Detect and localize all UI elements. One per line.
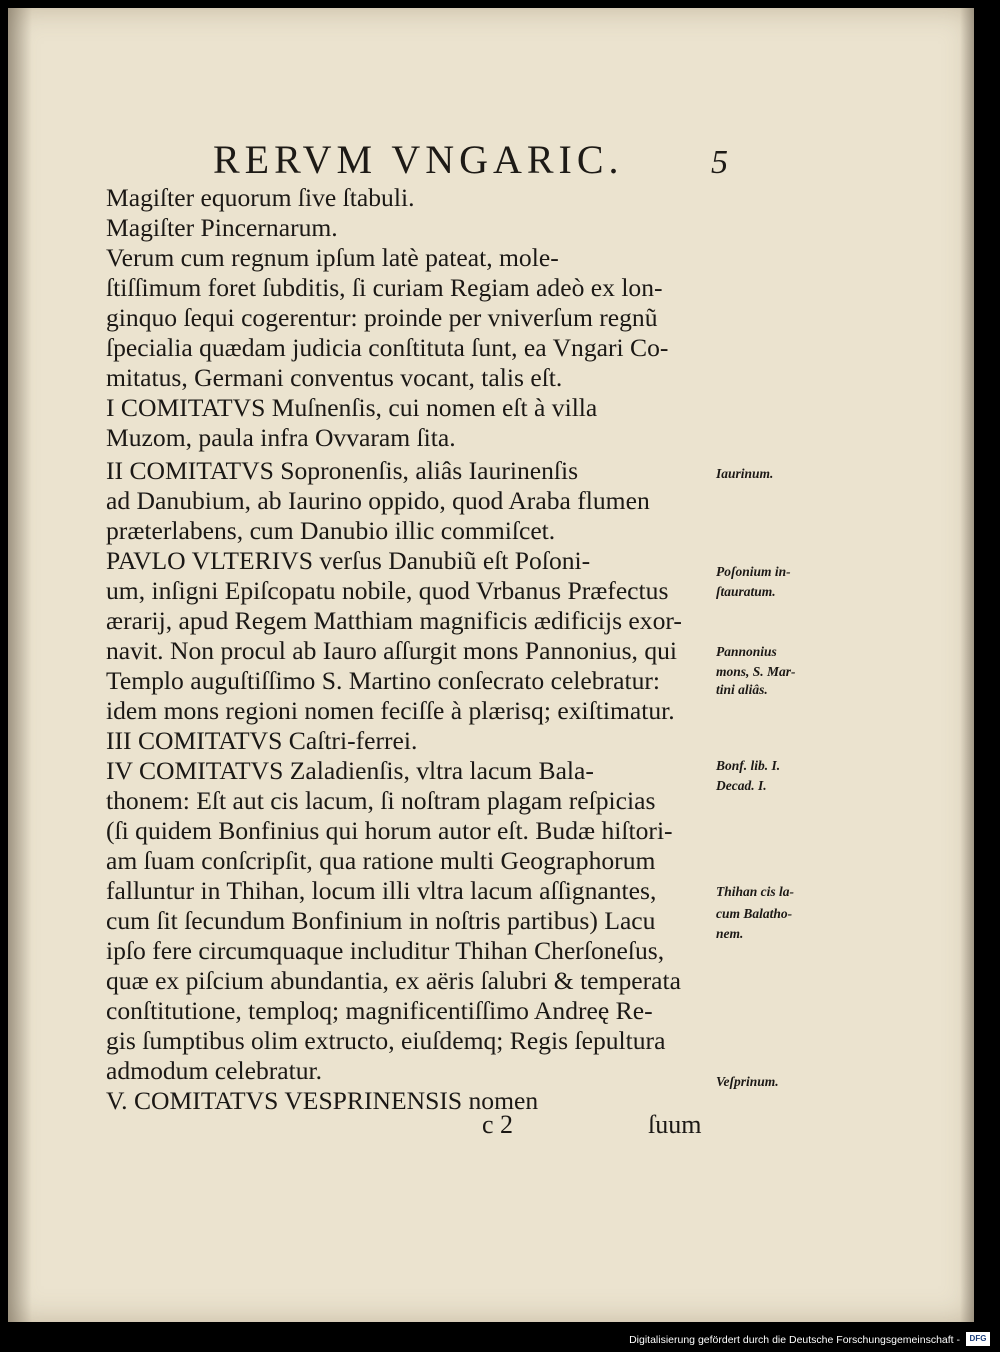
running-title: RERVM VNGARIC.	[213, 137, 624, 182]
text-line: (ſi quidem Bonfinius qui horum autor eſt. Budæ hiſtori-	[106, 816, 673, 845]
text-line: ginquo ſequi cogerentur: proinde per vniverſum regnũ	[106, 303, 658, 332]
margin-note: Veſprinum.	[716, 1074, 779, 1089]
text-line: cum ſit ſecundum Bonfinium in noſtris partibus) Lacu	[106, 906, 656, 935]
text-line: ærarij, apud Regem Matthiam magnificis ædificijs exor-	[106, 606, 682, 635]
text-line: ſtiſſimum foret ſubditis, ſi curiam Regiam adeò ex lon-	[106, 273, 663, 302]
text-line: III COMITATVS Caſtri-ferrei.	[106, 726, 418, 755]
margin-note: Iaurinum.	[716, 466, 774, 481]
text-line: ad Danubium, ab Iaurino oppido, quod Araba flumen	[106, 486, 650, 515]
margin-note: cum Balatho-	[716, 906, 793, 921]
text-line: I COMITATVS Muſnenſis, cui nomen eſt à villa	[106, 393, 598, 422]
text-line: PAVLO VLTERIVS verſus Danubiũ eſt Poſoni-	[106, 546, 591, 575]
text-line: admodum celebratur.	[106, 1056, 323, 1085]
margin-note: nem.	[716, 926, 744, 941]
text-line: navit. Non procul ab Iauro aſſurgit mons Pannonius, qui	[106, 636, 678, 665]
catchword: ſuum	[648, 1110, 702, 1139]
text-line: IV COMITATVS Zaladienſis, vltra lacum Bala-	[106, 756, 594, 785]
page-gutter-shadow	[8, 8, 32, 1322]
text-line: gis ſumptibus olim extructo, eiuſdemq; Regis ſepultura	[106, 1026, 666, 1055]
text-line: præterlabens, cum Danubio illic commiſcet.	[106, 516, 556, 545]
margin-note: Bonf. lib. I.	[716, 758, 781, 773]
text-line: II COMITATVS Sopronenſis, aliâs Iaurinenſis	[106, 456, 579, 485]
signature-mark: c 2	[482, 1110, 514, 1139]
book-page	[8, 8, 974, 1322]
text-line: Magiſter equorum ſive ſtabuli.	[106, 183, 415, 212]
margin-note: mons, S. Mar-	[716, 664, 796, 679]
text-line: mitatus, Germani conventus vocant, talis eſt.	[106, 363, 563, 392]
text-line: ipſo fere circumquaque includitur Thihan Cherſoneſus,	[106, 936, 665, 965]
margin-note: tini aliâs.	[716, 682, 768, 697]
text-line: ſpecialia quædam judicia conſtituta ſunt, ea Vngari Co-	[106, 333, 669, 362]
margin-note: Poſonium in-	[716, 564, 791, 579]
margin-note: Decad. I.	[716, 778, 767, 793]
page-number: 5	[711, 144, 728, 181]
text-line: Magiſter Pincernarum.	[106, 213, 338, 242]
text-line: thonem: Eſt aut cis lacum, ſi noſtram plagam reſpicias	[106, 786, 656, 815]
text-line: quæ ex piſcium abundantia, ex aëris ſalubri & temperata	[106, 966, 681, 995]
digitization-credit: Digitalisierung gefördert durch die Deutsche Forschungsgemeinschaft -	[629, 1334, 960, 1346]
margin-note: Thihan cis la-	[716, 884, 795, 899]
margin-note: ſtauratum.	[716, 584, 776, 599]
text-line: V. COMITATVS VESPRINENSIS nomen	[106, 1086, 539, 1115]
text-line: falluntur in Thihan, locum illi vltra lacum aſſignantes,	[106, 876, 657, 905]
text-line: Muzom, paula infra Ovvaram ſita.	[106, 423, 456, 452]
text-line: um, inſigni Epiſcopatu nobile, quod Vrbanus Præfectus	[106, 576, 669, 605]
text-line: Verum cum regnum ipſum latè pateat, mole-	[106, 243, 559, 272]
dfg-logo: DFG	[966, 1332, 990, 1346]
text-line: am ſuam conſcripſit, qua ratione multi Geographorum	[106, 846, 656, 875]
text-line: conſtitutione, temploq; magnificentiſſimo Andreę Re-	[106, 996, 653, 1025]
margin-note: Pannonius	[716, 644, 777, 659]
text-line: Templo auguſtiſſimo S. Martino conſecrato celebratur:	[106, 666, 661, 695]
text-line: idem mons regioni nomen feciſſe à plærisq; exiſtimatur.	[106, 696, 675, 725]
